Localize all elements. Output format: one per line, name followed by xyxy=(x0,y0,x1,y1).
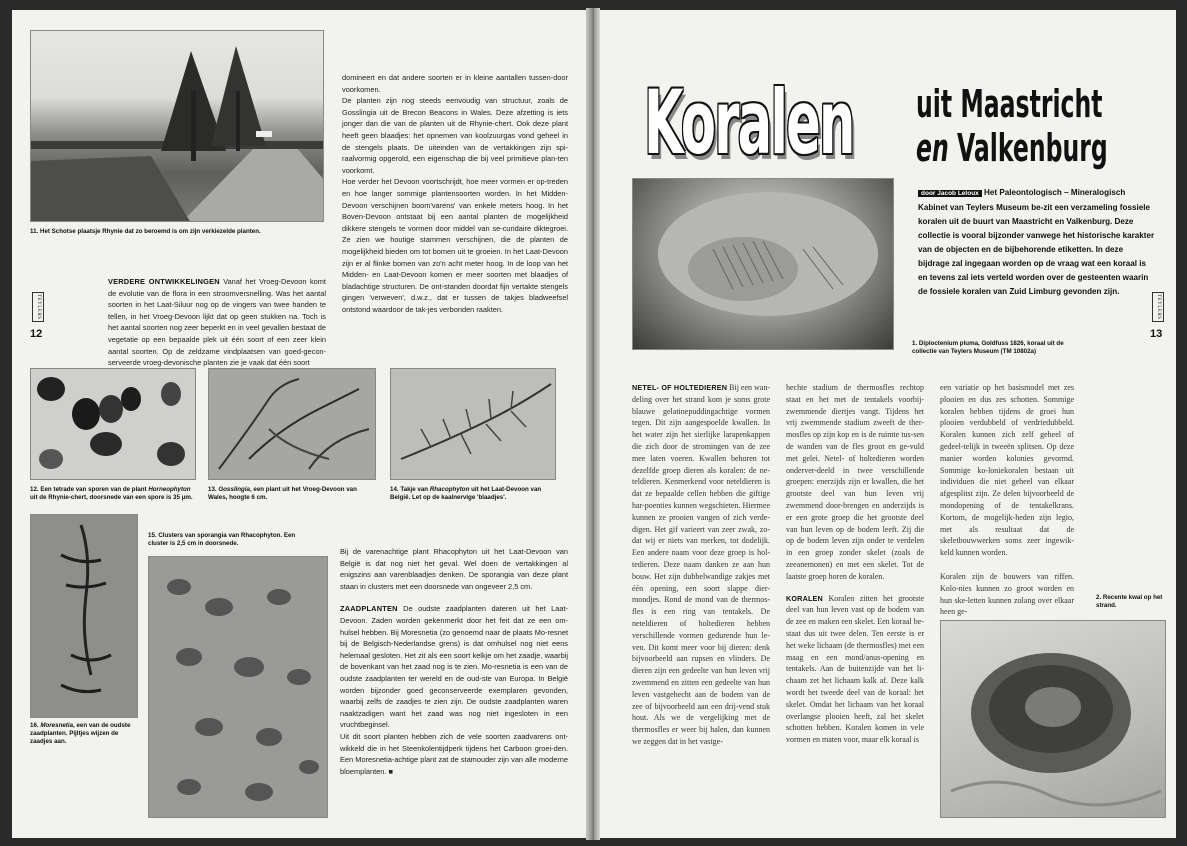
photo-diploctenium-coral xyxy=(632,178,894,350)
heading-koralen: KORALEN xyxy=(786,593,823,603)
article-subtitle-1: uit Maastricht xyxy=(916,82,1103,126)
photo-jellyfish-beach xyxy=(940,620,1166,818)
teylers-logo: TEYLERS xyxy=(32,292,44,322)
paragraph: een variatie op het basismodel met zes plooien en dus zes schotten. Sommige koralen hebben tijdens de groei hun plooien verdubbeld of verdriedubbeld. Koralen kunnen zich zelf geheel of gedeel-telijk in tweeën splitsen. Op deze manier worden kolonies gevormd. Sommige ko-loniekoralen bestaan uit individuen die niet geheel van elkaar afgesplitst zijn. Ze delen bijvoorbeeld de mondopening of de tentakelkrans. Kortom, de mogelijk-heden zijn legio, met als resultaat dat de skeletbouwwerken soms zeer ingewik-keld kunnen worden. xyxy=(940,383,1074,558)
paragraph: domineert en dat andere soorten er in kleine aantallen tussen-door voorkomen. xyxy=(342,73,568,94)
paragraph: De planten zijn nog steeds eenvoudig van structuur, zoals de Gosslingia uit de Brecon Beacons in Wales. Deze afzetting is iets jonger dan die van de planten uit de Rhynie-chert. Ook deze plant heeft geen blaadjes: het opnemen van koolzuurgas vond geheel in de stengels plaats. De uiteinden van de vertakkingen zijn spi-raalvormig opgerold, een eigenschap die bij veel primitieve plan-ten voorkomt. xyxy=(342,96,568,175)
column-1 xyxy=(632,382,770,748)
paragraph-text: Bij een wan-deling over het strand kom je soms grote blauwe gelatinepuddingachtige vormen tegen. Dit zijn aangespoelde kwallen. In het water zijn het sierlijke larapenkappen die zich door de stromingen van de zee mee laten voeren. Kwallen behoren tot dezelfde groep dieren als koralen: de ne-teldieren. Kenmerkend voor neteldieren is dat ze bepaalde cellen hebben die giftige har-poenties kunnen wegschieten. Hiermee kunnen ze prooien vangen of zich verde-digen. Het gif varieert van zeer zwak, zo-dat wij er niets van merken, tot dodelijk. Een andere naam voor deze groep is hol-tedieren. Deze naam danken ze aan hun bouw. Het zijn dubbelwandige zakjes met één opening, een soort slappe dier-mondjes. Rond de mond van de thermos-fles is een ring van tentakels. De neteldieren of holtedieren hebben verschillende vormen gedurende hun le-ven. Dit komt meer voor bij dieren: denk bijvoorbeeld aan rupsen en vlinders. De dieren zijn een gedeelte van hun leven vrij zwemmend en zitten een gedeelte van hun leven vastgehecht aan de bodem van de zee of bijvoorbeeld aan een drij-vend stuk hout. Als we de vergelijking met de thermosfles er weer bij halen, dan kunnen we zeggen dat in het vastge- xyxy=(632,383,771,746)
caption-text: 12. Een tetrade van sporen van de plant xyxy=(30,486,147,493)
intro-text: Het Paleontologisch – Mineralogisch Kabinet van Teylers Museum be-zit een verzameling fossiele koralen uit de buurt van Maastricht en Valkenburg. Deze collectie is vooral bijzonder vanwege het historische karakter van de objecten en de bijbehorende etiketten. In deze bijdrage zal ingegaan worden op de vraag wat een koraal is en tevens zal iets verteld worden over de gesteenten waarin de fossiele koralen van Zuid Limburg gevonden zijn. xyxy=(918,188,1155,296)
article-intro xyxy=(918,186,1156,299)
author-badge: door Jacob Leloux xyxy=(918,190,982,197)
caption-text: 16. xyxy=(30,722,39,729)
paragraph: Hoe verder het Devoon voortschrijdt, hoe meer vormen er op-treden en hoe langer sommige plantensoorten worden. In het Midden-Devoon verschijnen boom'varens' van enkele meters hoog. In het Boven-Devoon ontstaat bij een aantal planten de mogelijkheid dikkere stengels te vormen door middel van se-cundaire diktegroei. Ze zien we houtige stammen verschijnen, die de planten de mogelijkheid bieden om tot bomen uit te groeien. In het Laat-Devoon zijn er al flinke bomen van zo'n acht meter hoog. In de loop van het Midden- en Laat-Devoon komen er meer soorten met blaadjes of bladachtige structuren. De ont-standen doordat fijn vertakte stengels gingen 'verweven', d.w.z., dat er tussen de takjes bladweefsel ontstond waardoor de tak-jes verbonden raakten. xyxy=(342,177,568,314)
caption-16 xyxy=(30,722,140,746)
caption-12 xyxy=(30,486,196,502)
left-page xyxy=(12,10,586,838)
subtitle-place: Valkenburg xyxy=(956,126,1108,170)
paragraph: Koralen zijn de bouwers van riffen. Kolo-nies kunnen zo groot worden en hun ske-letten kunnen zolang over elkaar heen ge- xyxy=(940,571,1074,617)
photo-moresnetia xyxy=(30,514,138,718)
photo-rhacophyton-twig xyxy=(390,368,556,480)
photo-gosslingia xyxy=(208,368,376,480)
caption-text: uit de Rhynie-chert, doorsnede van een spore is 35 μm. xyxy=(30,494,193,501)
caption-italic: Gosslingia xyxy=(218,486,250,493)
heading-verdere-ontwikkelingen: VERDERE ONTWIKKELINGEN xyxy=(108,277,220,286)
caption-italic: Horneophyton xyxy=(148,486,191,493)
paragraph: hechte stadium de thermosfles rechtop staat en het met de tentakels voorbij-zwemmende diertjes vangt. Tijdens het vrij zwemmende stadium zweeft de ther-mosfles op zijn kop en is de ruimte tus-sen de wanden van de fles groot en ge-vuld met gelei. Netel- of holtedieren worden onderver-deeld in twee verschillende groepen: enerzijds zijn er kwallen, die het grootste deel van hun leven vrij zwemmend door-brengen en anderzijds is er een grote groep die het grootste deel van hun leven op de bodem leeft. Zij die op de bodem leven zijn onder te verdelen in een groep zonder skelet (zoals de zeeanemonen) en met een skelet. Tot de laatste groep horen de koralen. xyxy=(786,383,924,581)
column-3 xyxy=(940,382,1074,618)
heading-netel-holtedieren: NETEL- OF HOLTEDIEREN xyxy=(632,383,728,392)
photo-rhynie-landscape xyxy=(30,30,324,222)
spine-gutter xyxy=(586,8,600,840)
left-text-bottom xyxy=(340,546,568,777)
caption-11: 11. Het Schotse plaatsje Rhynie dat zo beroemd is om zijn verkiezelde planten. xyxy=(30,228,261,235)
caption-text: , een van de oudste zaadplanten. Pijltjes wijzen de zaadjes aan. xyxy=(30,722,131,745)
paragraph-text: Koralen zitten het grootste deel van hun leven vast op de bodem van de zee en maken een skelet. Een koraal be-staat dus uit twee delen. Ten eerste is er het weke lichaam (de thermosfles) met een maag en een mond/anus-opening en tentakels. Aan de buitenzijde van het li-chaam zet het lichaam kalk af. Deze kalk wordt het tweede deel van de koraal: het skelet. Omdat het lichaam van het koraal overlangse plooien heeft, zal het skelet schotten hebben. Koralen komen in vele vormen en maten voor, maar elk koraal is xyxy=(786,593,924,745)
page-number: 13 xyxy=(1150,328,1163,340)
paragraph: Vanaf het Vroeg-Devoon komt de evolutie van de flora in een stroomversnelling. Was het aantal soorten in het Laat-Siluur nog op de vingers van twee handen te tellen, in het Vroeg-Devoon lijkt dat op geen stukken na. Toch is het aantal soorten nog zeer beperkt en in veel gevallen bestaat de vegetatie op een bepaalde plek uit één soort of een zeer klein aantal soorten. Op de zeldzame vindplaatsen van goed-gecon-serveerde vroeg-devonische planten zie je vaak dat één soort xyxy=(108,277,326,368)
right-page xyxy=(600,10,1176,838)
caption-14 xyxy=(390,486,556,502)
caption-text: , een plant uit het Vroeg-Devoon van Wales, hoogte 6 cm. xyxy=(208,486,357,501)
caption-1: 1. Diploctenium pluma, Goldfuss 1826, koraal uit de collectie van Teylers Museum (TM 10802a) xyxy=(912,340,1064,355)
left-text-top xyxy=(342,72,568,315)
paragraph xyxy=(786,593,924,746)
caption-italic: Rhacophyton xyxy=(429,486,470,493)
teylers-logo: TEYLERS xyxy=(1152,292,1164,322)
left-text-verdere xyxy=(108,276,326,369)
paragraph-text: De oudste zaadplanten dateren uit het Laat-Devoon. Zaden worden gekenmerkt door het feit dat ze een om-hulsel hebben. Bij Moresnetia (zo genoemd naar de plaats Mo-resnet bij de Belgisch-Nederlandse grens) is dat omhulsel nog niet eens helemaal gesloten. Het zit als een soort kelkje om het zaadje, waarbij de bovenkant van het zaad nog is te zien. Mo-resnetia is een van de oudste zaadplanten ter wereld en de oud-ste van Europa. In België worden bijzonder goed geconserveerde exemplaren gevonden, waarbij zelfs de zaadjes te zien zijn. De oudste zaadplanten waren naaktzadigen want het zaad was nog niet ingesloten in een vruchtbeginsel. xyxy=(340,604,568,730)
paragraph: Uit dit soort planten hebben zich de vele soorten zaadvarens ont-wikkeld die in het Steenkolentijdperk tijdens het Carboon groei-den. Een Moresnetia-achtige plant zat de stamouder zijn van alle moderne bloemplanten. ■ xyxy=(340,731,568,776)
caption-italic: Moresnetia xyxy=(40,722,74,729)
caption-text: uit het Laat-Devoon van België. Let op de kaalnervige 'blaadjes'. xyxy=(390,486,542,501)
caption-text: 13. xyxy=(208,486,217,493)
paragraph: Bij de varenachtige plant Rhacophyton uit het Laat-Devoon van België is dat nog niet het geval. Wel doen de vertakkingen al enigszins aan varenblaadjes denken. De sporangia van deze plant staan in clusters met een doorsnede van ongeveer 2,5 cm. xyxy=(340,547,568,591)
caption-15: 15. Clusters van sporangia van Rhacophyton. Een cluster is 2,5 cm in doorsnede. xyxy=(148,532,296,547)
caption-2: 2. Recente kwal op het strand. xyxy=(1096,594,1163,609)
page-number: 12 xyxy=(30,328,43,340)
column-2 xyxy=(786,382,924,746)
article-title: Koralen xyxy=(644,71,854,174)
caption-13 xyxy=(208,486,376,502)
caption-text: 14. Takje van xyxy=(390,486,429,493)
photo-spore-tetrade xyxy=(30,368,196,480)
subtitle-en: en xyxy=(916,126,949,170)
article-subtitle-2 xyxy=(916,128,1108,168)
photo-sporangia-clusters xyxy=(148,556,328,818)
heading-zaadplanten: ZAADPLANTEN xyxy=(340,604,398,614)
paragraph xyxy=(340,603,568,731)
